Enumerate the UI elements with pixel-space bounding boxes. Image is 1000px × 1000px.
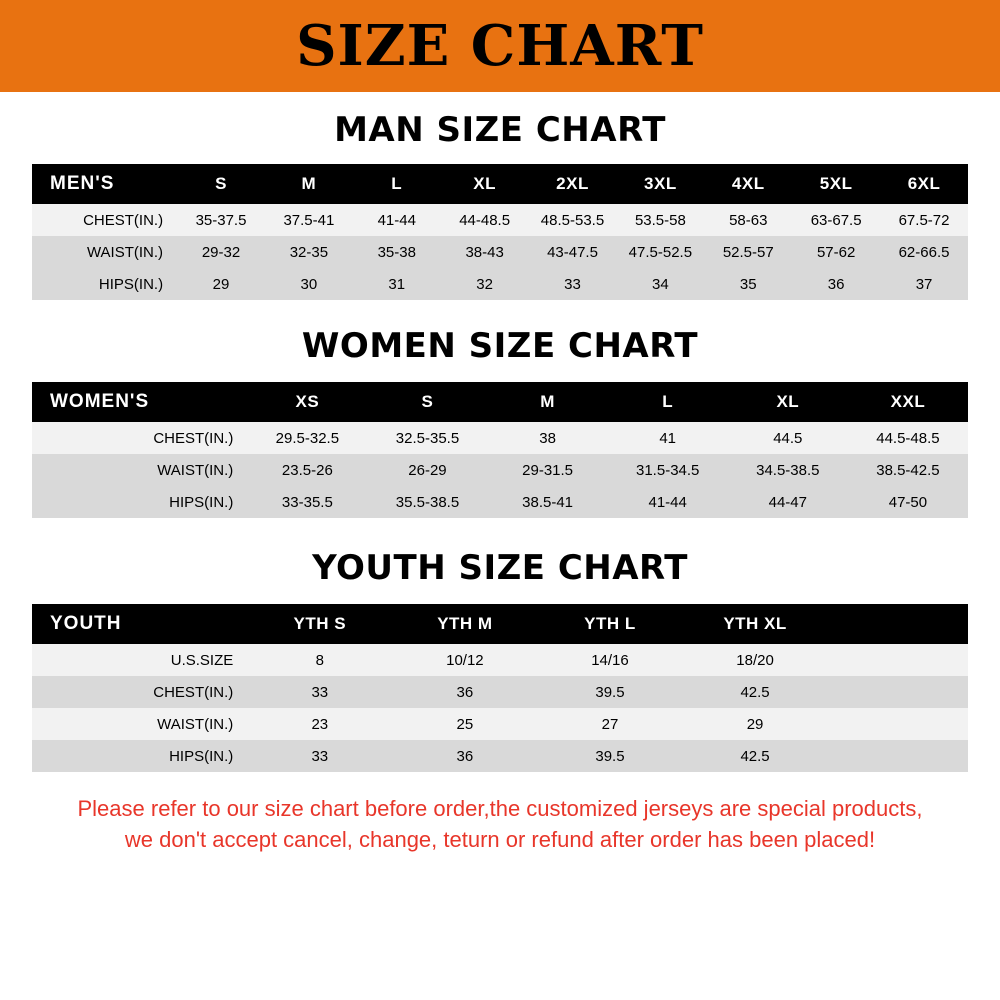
man-row-0-label: CHEST(IN.) — [83, 211, 164, 229]
man-cell-2-1: 30 — [300, 275, 318, 293]
table-row — [32, 422, 968, 454]
man-cell-1-6: 52.5-57 — [722, 243, 774, 261]
youth-cell-3-0: 33 — [311, 747, 329, 765]
youth-cell-3-3: 42.5 — [740, 747, 770, 765]
man-cell-1-1: 32-35 — [289, 243, 329, 261]
man-cell-0-8: 67.5-72 — [898, 211, 950, 229]
man-section-title: MAN SIZE CHART — [334, 110, 666, 150]
women-cell-2-1: 35.5-38.5 — [395, 493, 460, 511]
women-cell-0-0: 29.5-32.5 — [275, 429, 340, 447]
women-cell-2-4: 44-47 — [768, 493, 807, 511]
women-size-table — [32, 382, 968, 518]
man-cell-0-2: 41-44 — [377, 211, 416, 229]
man-cell-2-7: 36 — [827, 275, 845, 293]
youth-cell-1-3: 42.5 — [740, 683, 770, 701]
youth-cell-2-2: 27 — [601, 715, 619, 733]
youth-cell-2-filler — [828, 708, 968, 740]
youth-cell-1-filler — [828, 676, 968, 708]
table-row — [32, 644, 968, 676]
youth-cell-0-3: 18/20 — [736, 651, 774, 669]
youth-cell-0-1: 10/12 — [446, 651, 484, 669]
women-col-0: XS — [295, 392, 320, 411]
man-cell-2-3: 32 — [476, 275, 493, 293]
table-row — [32, 204, 968, 236]
footer-note — [24, 794, 976, 856]
women-header-label: WOMEN'S — [50, 391, 150, 412]
man-col-3: XL — [473, 174, 496, 193]
man-col-4: 2XL — [556, 174, 589, 193]
man-cell-1-2: 35-38 — [377, 243, 416, 261]
women-cell-1-0: 23.5-26 — [281, 461, 333, 479]
man-cell-1-5: 47.5-52.5 — [628, 243, 693, 261]
women-row-0-label: CHEST(IN.) — [153, 429, 234, 447]
women-cell-1-2: 29-31.5 — [522, 461, 574, 479]
women-cell-2-3: 41-44 — [648, 493, 687, 511]
man-cell-2-5: 34 — [652, 275, 669, 293]
man-cell-1-7: 57-62 — [816, 243, 856, 261]
man-table-header — [32, 164, 968, 204]
women-col-5: XXL — [890, 392, 926, 411]
man-header-label: MEN'S — [50, 173, 115, 194]
women-cell-2-0: 33-35.5 — [281, 493, 333, 511]
women-col-3: L — [662, 392, 674, 411]
youth-cell-1-1: 36 — [456, 683, 474, 701]
women-cell-1-4: 34.5-38.5 — [756, 461, 820, 479]
women-col-1: S — [421, 392, 434, 411]
table-row — [32, 268, 968, 300]
youth-cell-3-1: 36 — [456, 747, 474, 765]
table-header-row — [32, 164, 968, 204]
man-cell-2-6: 35 — [739, 275, 757, 293]
women-cell-0-2: 38 — [539, 429, 556, 447]
women-col-4: XL — [776, 392, 800, 411]
youth-row-2-label: WAIST(IN.) — [157, 715, 234, 733]
youth-header-label: YOUTH — [50, 613, 122, 634]
man-col-8: 6XL — [907, 174, 941, 193]
table-row — [32, 236, 968, 268]
women-table-body — [32, 422, 968, 518]
women-cell-0-3: 41 — [659, 429, 677, 447]
youth-cell-0-0: 8 — [315, 651, 324, 669]
women-table-header — [32, 382, 968, 422]
women-cell-2-2: 38.5-41 — [522, 493, 574, 511]
header-banner — [0, 0, 1000, 92]
man-col-7: 5XL — [819, 174, 853, 193]
women-cell-0-1: 32.5-35.5 — [395, 429, 460, 447]
youth-cell-3-filler — [828, 740, 968, 772]
man-cell-1-4: 43-47.5 — [547, 243, 598, 261]
youth-table-body — [32, 644, 968, 772]
women-row-1-label: WAIST(IN.) — [157, 461, 234, 479]
footer-note-line-2: we don't accept cancel, change, teturn or refund after order has been placed! — [124, 826, 876, 852]
table-row — [32, 708, 968, 740]
women-cell-2-5: 47-50 — [888, 493, 928, 511]
man-size-table — [32, 164, 968, 300]
man-cell-0-0: 35-37.5 — [195, 211, 247, 229]
youth-row-1-label: CHEST(IN.) — [153, 683, 234, 701]
footer-note-line-1: Please refer to our size chart before order,the customized jerseys are special products, — [77, 796, 923, 821]
table-row — [32, 676, 968, 708]
man-cell-0-1: 37.5-41 — [283, 211, 335, 229]
man-cell-2-4: 33 — [564, 275, 581, 293]
youth-col-2: YTH L — [584, 614, 636, 633]
man-col-5: 3XL — [644, 174, 677, 193]
man-cell-1-0: 29-32 — [201, 243, 241, 261]
youth-col-1: YTH M — [437, 614, 493, 633]
women-cell-1-1: 26-29 — [408, 461, 447, 479]
man-col-1: M — [301, 174, 317, 193]
youth-cell-0-filler — [828, 644, 968, 676]
man-col-0: S — [215, 174, 227, 193]
man-cell-2-8: 37 — [915, 275, 933, 293]
youth-row-0-label: U.S.SIZE — [170, 651, 234, 669]
man-cell-2-2: 31 — [388, 275, 406, 293]
youth-cell-3-2: 39.5 — [595, 747, 625, 765]
man-cell-0-3: 44-48.5 — [459, 211, 511, 229]
man-cell-0-7: 63-67.5 — [810, 211, 862, 229]
man-table-body — [32, 204, 968, 300]
women-row-2-label: HIPS(IN.) — [169, 493, 234, 511]
man-cell-0-4: 48.5-53.5 — [540, 211, 605, 229]
women-cell-0-5: 44.5-48.5 — [876, 429, 940, 447]
women-section-title: WOMEN SIZE CHART — [301, 326, 699, 366]
youth-row-3-label: HIPS(IN.) — [169, 747, 234, 765]
table-header-row — [32, 382, 968, 422]
man-cell-2-0: 29 — [212, 275, 230, 293]
women-cell-0-4: 44.5 — [773, 429, 803, 447]
women-col-2: M — [540, 392, 555, 411]
youth-col-3: YTH XL — [723, 614, 787, 633]
youth-table-header — [32, 604, 968, 644]
youth-cell-1-2: 39.5 — [595, 683, 625, 701]
table-header-row — [32, 604, 968, 644]
table-row — [32, 740, 968, 772]
man-cell-0-5: 53.5-58 — [634, 211, 686, 229]
youth-cell-2-1: 25 — [456, 715, 474, 733]
youth-col-filler — [828, 604, 968, 644]
youth-cell-0-2: 14/16 — [591, 651, 629, 669]
man-cell-1-8: 62-66.5 — [898, 243, 950, 261]
man-col-6: 4XL — [731, 174, 765, 193]
page-title: SIZE CHART — [296, 13, 704, 79]
women-cell-1-3: 31.5-34.5 — [636, 461, 700, 479]
man-row-1-label: WAIST(IN.) — [86, 243, 164, 261]
youth-col-0: YTH S — [293, 614, 347, 633]
youth-size-table — [32, 604, 968, 772]
youth-cell-2-3: 29 — [746, 715, 764, 733]
women-table-wrapper — [32, 382, 968, 518]
youth-cell-2-0: 23 — [311, 715, 329, 733]
man-cell-0-6: 58-63 — [729, 211, 768, 229]
youth-cell-1-0: 33 — [311, 683, 329, 701]
man-table-wrapper — [32, 164, 968, 300]
table-row — [32, 486, 968, 518]
youth-section-title: YOUTH SIZE CHART — [312, 548, 688, 588]
man-row-2-label: HIPS(IN.) — [98, 275, 164, 293]
man-cell-1-3: 38-43 — [465, 243, 504, 261]
man-col-2: L — [391, 174, 403, 193]
table-row — [32, 454, 968, 486]
youth-table-wrapper — [32, 604, 968, 772]
women-cell-1-5: 38.5-42.5 — [876, 461, 940, 479]
